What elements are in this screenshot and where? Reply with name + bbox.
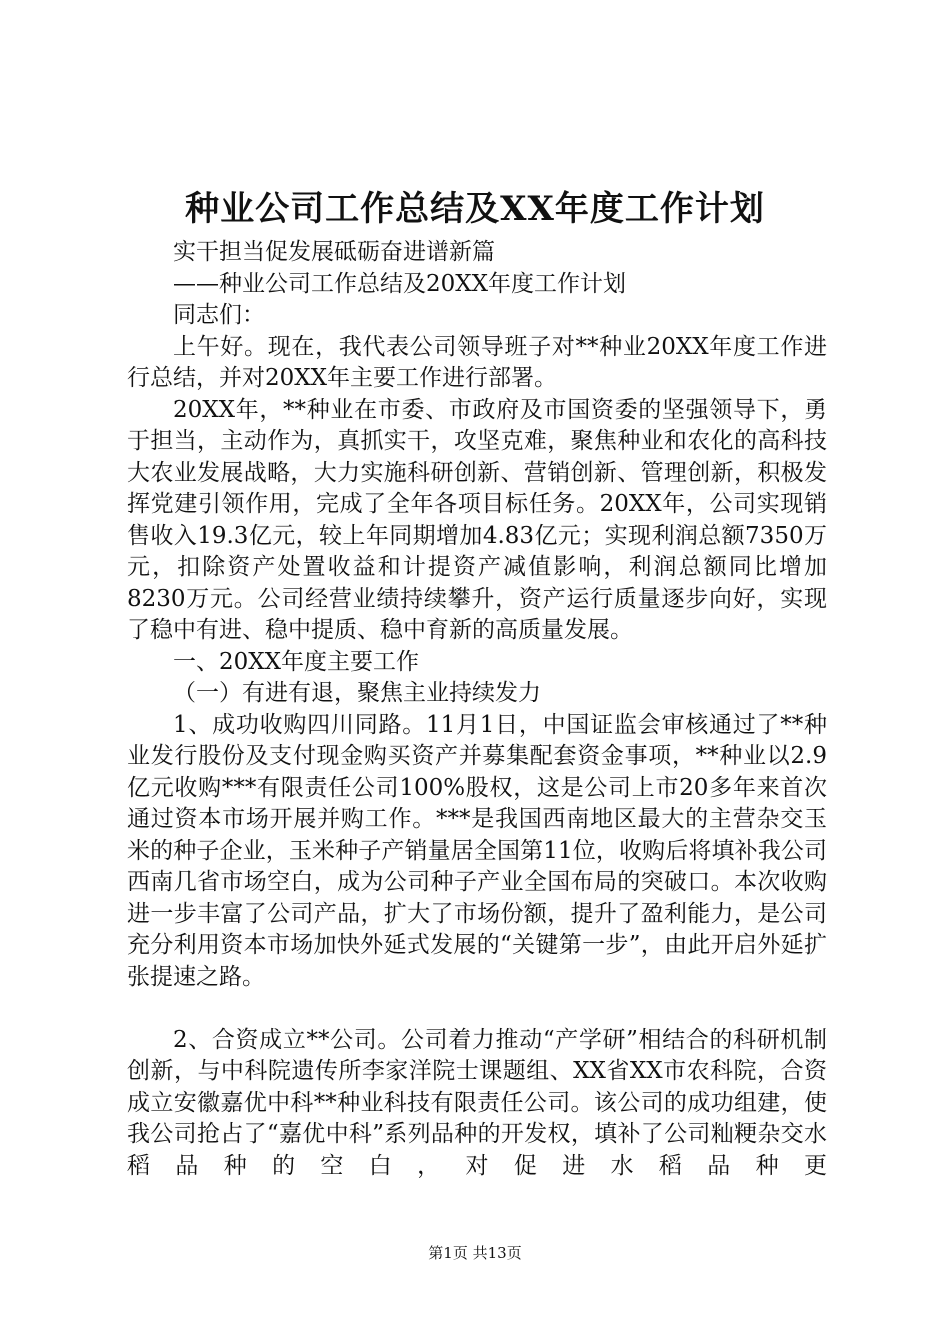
item-1-paragraph: 1、成功收购四川同路。11月1日，中国证监会审核通过了**种业发行股份及支付现金购买资产并募集配套资金事项，**种业以2.9亿元收购***有限责任公司100%股权，这是公司上市20多年来首次通过资本市场开展并购工作。***是我国西南地区最大的主营杂交玉米的种子企业，玉米种子产销量居全国第11位，收购后将填补我公司西南几省市场空白，成为公司种子产业全国布局的突破口。本次收购进一步丰富了公司产品，扩大了市场份额，提升了盈利能力，是公司充分利用资本市场加快外延式发展的“关键第一步”，由此开启外延扩张提速之路。 xyxy=(127,711,827,990)
subtitle-line: 实干担当促发展砥砺奋进谱新篇 xyxy=(173,239,495,265)
document-body xyxy=(127,237,827,1182)
document-title: 种业公司工作总结及XX年度工作计划 xyxy=(185,189,765,229)
item-2-paragraph: 2、合资成立**公司。公司着力推动“产学研”相结合的科研机制创新，与中科院遗传所李家洋院士课题组、XX省XX市农科院，合资成立安徽嘉优中科**种业科技有限责任公司。该公司的成功组建，使我公司抢占了“嘉优中科”系列品种的开发权，填补了公司籼粳杂交水稻品种的空白，对促进水稻品种更 xyxy=(127,1026,827,1179)
summary-paragraph: 20XX年，**种业在市委、市政府及市国资委的坚强领导下，勇于担当，主动作为，真抓实干，攻坚克难，聚焦种业和农化的高科技大农业发展战略，大力实施科研创新、营销创新、管理创新，积极发挥党建引领作用，完成了全年各项目标任务。20XX年，公司实现销售收入19.3亿元，较上年同期增加4.83亿元；实现利润总额7350万元，扣除资产处置收益和计提资产减值影响，利润总额同比增加8230万元。公司经营业绩持续攀升，资产运行质量逐步向好，实现了稳中有进、稳中提质、稳中育新的高质量发展。 xyxy=(127,396,827,643)
subtitle-dash-line: ——种业公司工作总结及20XX年度工作计划 xyxy=(173,270,627,297)
paragraph-gap xyxy=(127,993,827,1025)
salutation: 同志们： xyxy=(173,302,265,328)
page-footer: 第1页 共13页 xyxy=(428,1244,522,1262)
section-heading: 一、20XX年度主要工作 xyxy=(173,648,420,675)
opening-paragraph: 上午好。现在，我代表公司领导班子对**种业20XX年度工作进行总结，并对20XX年主要工作进行部署。 xyxy=(127,333,827,391)
subsection-heading: （一）有进有退，聚焦主业持续发力 xyxy=(173,680,541,706)
